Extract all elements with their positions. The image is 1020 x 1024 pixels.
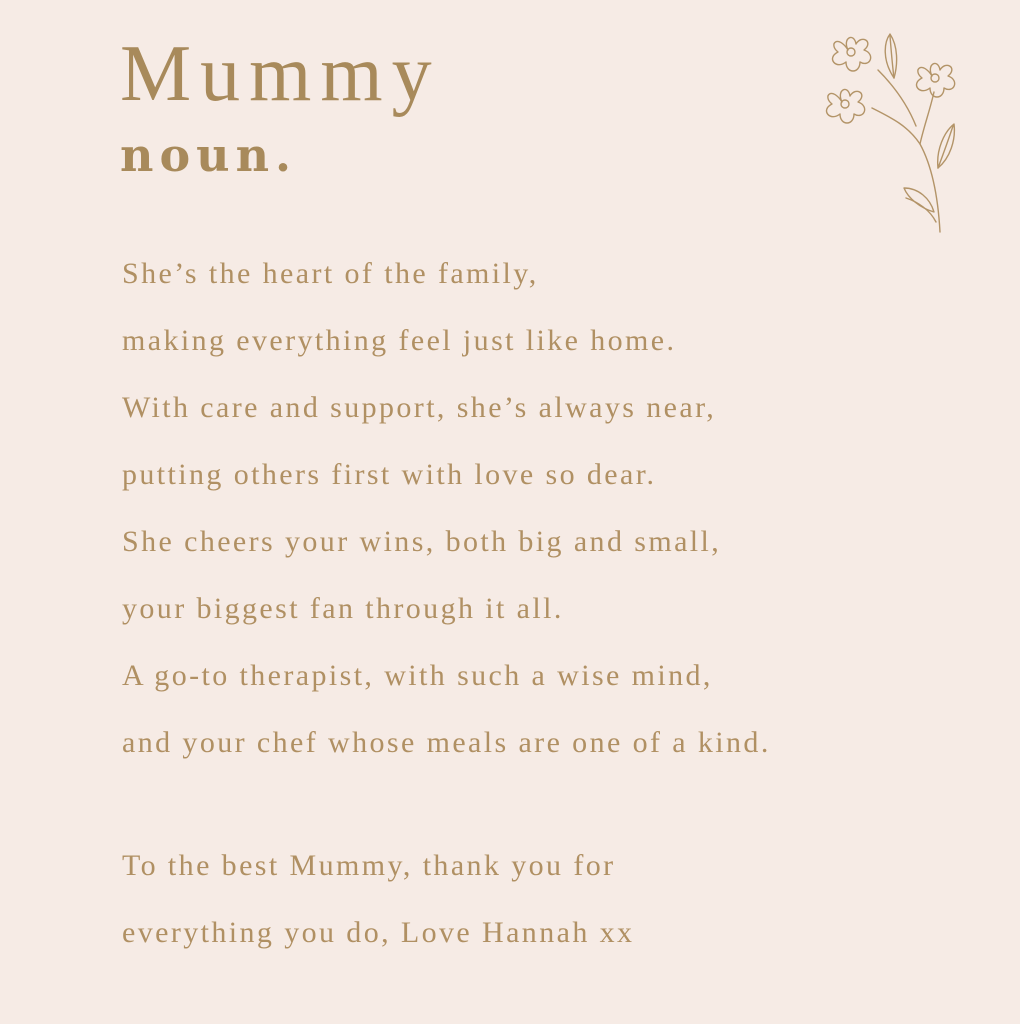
poem-line: your biggest fan through it all. bbox=[122, 592, 564, 625]
poem-line: putting others first with love so dear. bbox=[122, 458, 657, 491]
dedication bbox=[122, 832, 982, 966]
poem-line: She’s the heart of the family, bbox=[122, 257, 539, 290]
poem bbox=[122, 240, 982, 776]
card-subtitle: noun. bbox=[120, 128, 298, 182]
poem-line: A go-to therapist, with such a wise mind, bbox=[122, 659, 713, 692]
poem-line: making everything feel just like home. bbox=[122, 324, 677, 357]
dedication-line: To the best Mummy, thank you for bbox=[122, 849, 616, 882]
card-title: Mummy bbox=[120, 30, 441, 118]
poem-line: She cheers your wins, both big and small, bbox=[122, 525, 722, 558]
poem-line: and your chef whose meals are one of a kind. bbox=[122, 726, 771, 759]
dedication-line: everything you do, Love Hannah xx bbox=[122, 916, 635, 949]
flower-sprig-icon bbox=[812, 26, 972, 238]
poem-line: With care and support, she’s always near, bbox=[122, 391, 717, 424]
